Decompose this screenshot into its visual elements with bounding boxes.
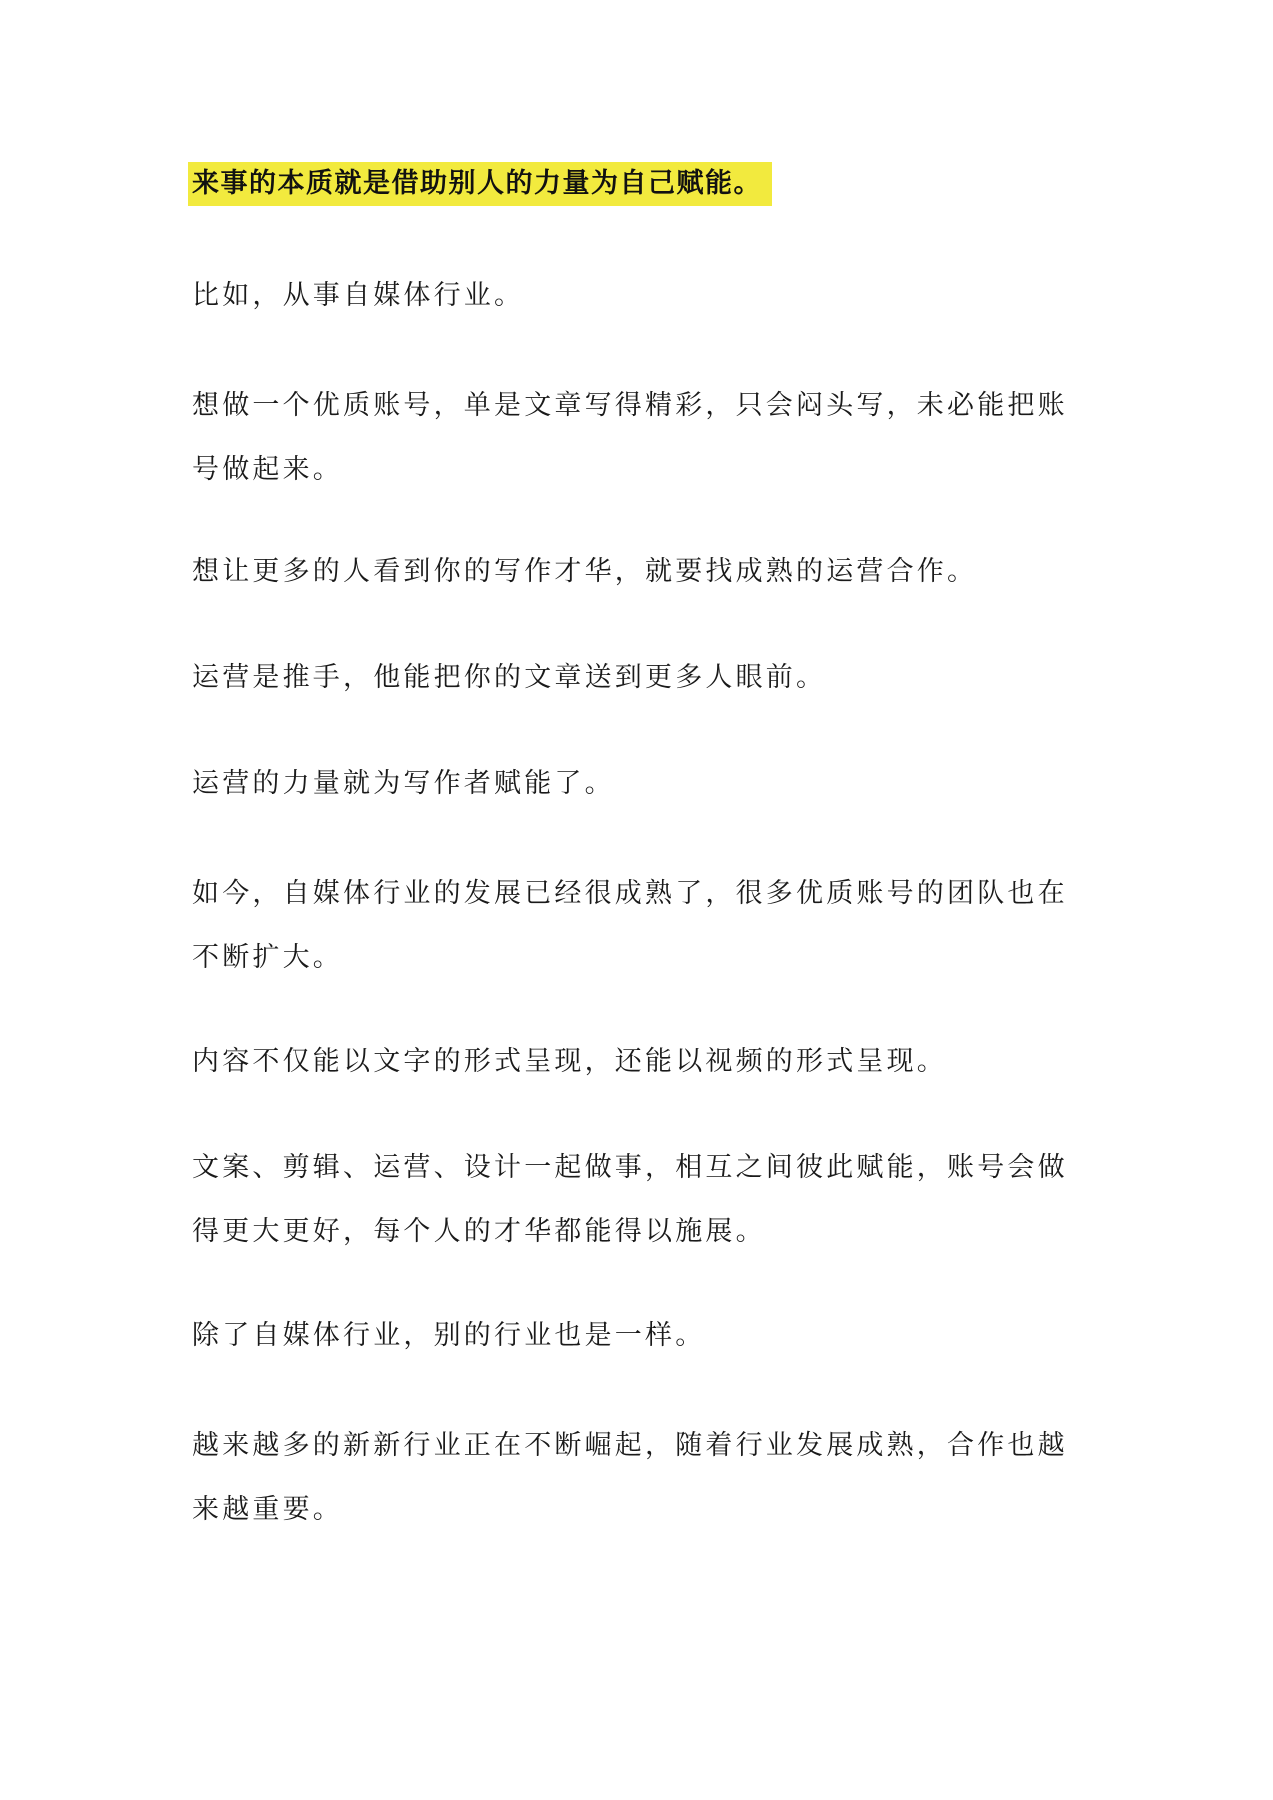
paragraph: 文案、剪辑、运营、设计一起做事，相互之间彼此赋能，账号会做得更大更好，每个人的才华都能得以施展。: [192, 1152, 1068, 1247]
paragraph: 想做一个优质账号，单是文章写得精彩，只会闷头写，未必能把账号做起来。: [192, 390, 1068, 485]
paragraph: 越来越多的新新行业正在不断崛起，随着行业发展成熟，合作也越来越重要。: [192, 1430, 1068, 1525]
paragraph: 想让更多的人看到你的写作才华，就要找成熟的运营合作。: [192, 556, 978, 587]
highlighted-title: 来事的本质就是借助别人的力量为自己赋能。: [188, 162, 772, 206]
paragraph: 运营的力量就为写作者赋能了。: [192, 768, 615, 799]
paragraph: 除了自媒体行业，别的行业也是一样。: [192, 1320, 706, 1351]
paragraph: 如今，自媒体行业的发展已经很成熟了，很多优质账号的团队也在不断扩大。: [192, 878, 1068, 973]
paragraph: 运营是推手，他能把你的文章送到更多人眼前。: [192, 662, 827, 693]
paragraph: 内容不仅能以文字的形式呈现，还能以视频的形式呈现。: [192, 1046, 947, 1077]
paragraph: 比如，从事自媒体行业。: [192, 280, 525, 311]
